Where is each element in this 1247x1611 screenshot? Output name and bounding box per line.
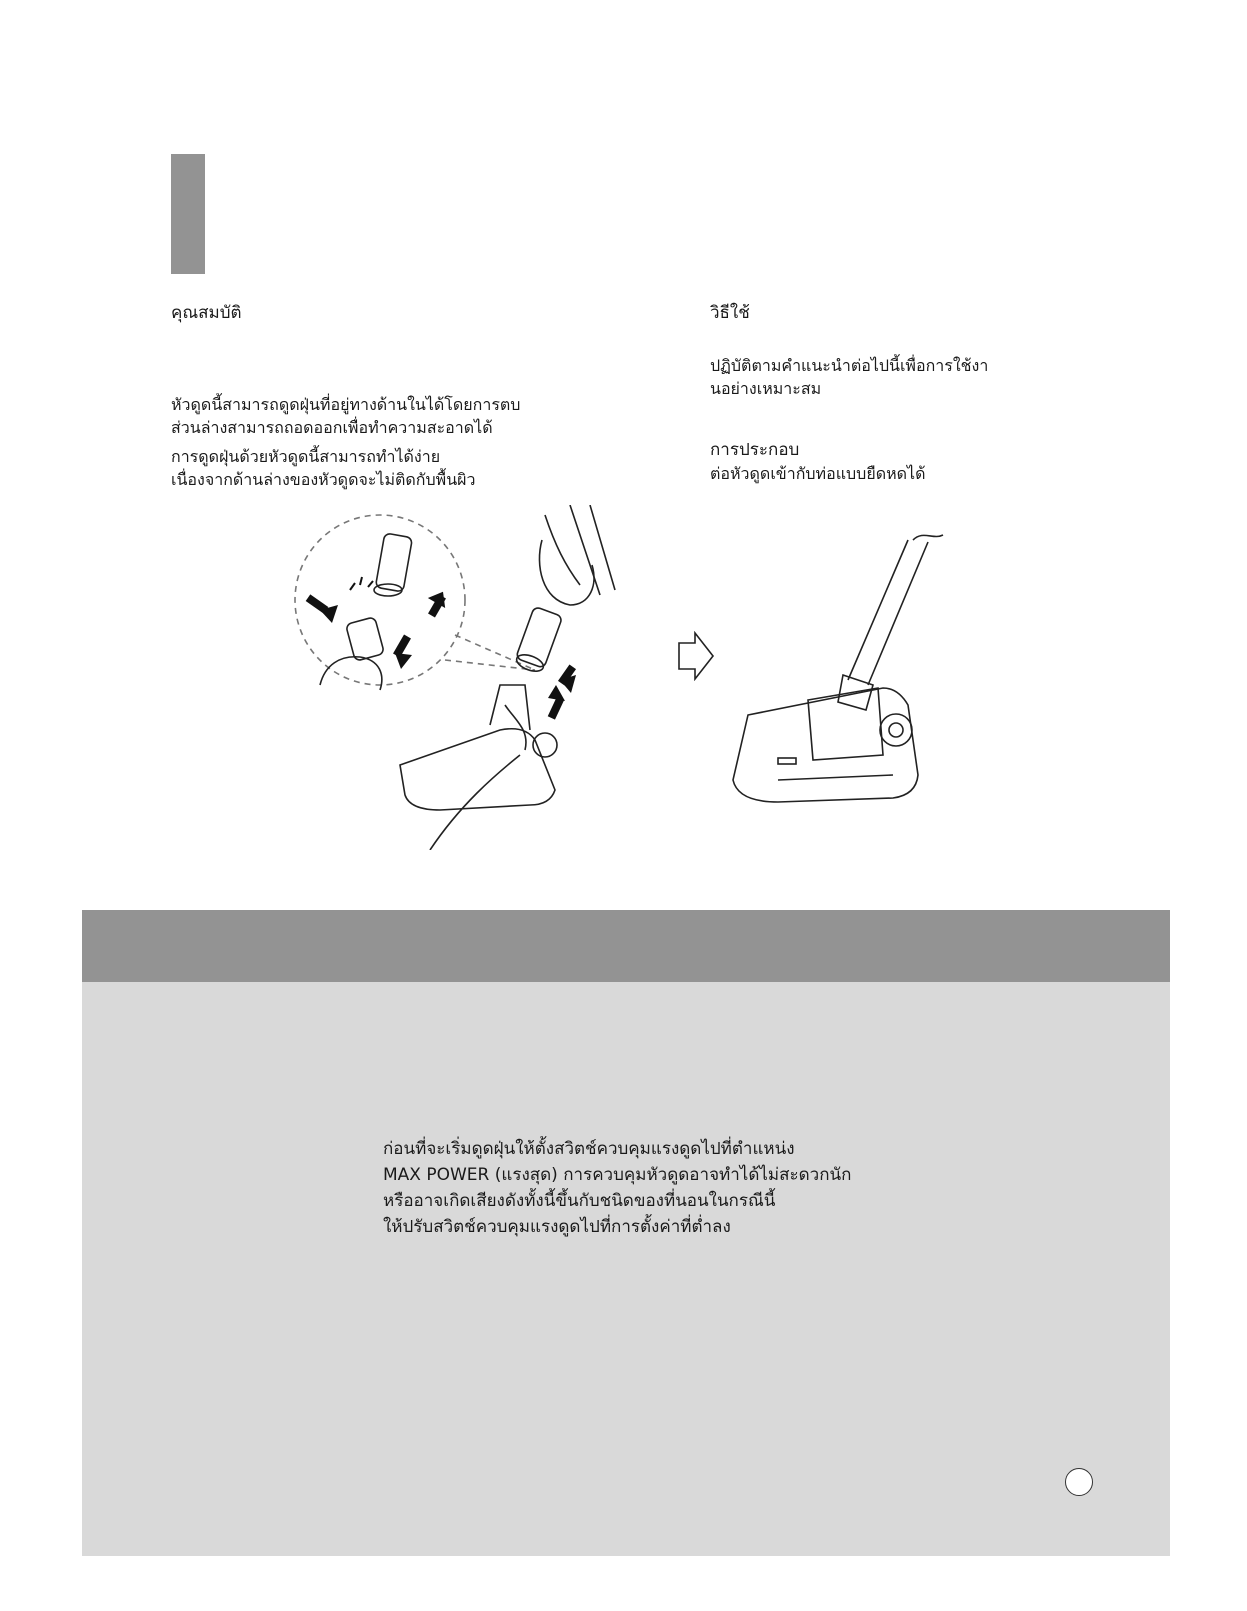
assembly-text: ต่อหัวดูดเข้ากับท่อแบบยืดหดได้ <box>710 464 926 483</box>
tube-end <box>516 606 563 668</box>
assembly-block <box>710 439 925 485</box>
note-line: MAX POWER (แรงสุด) การควบคุมหัวดูดอาจทำได้ไม่สะดวกนัก <box>383 1165 852 1185</box>
section-accent-bar <box>171 154 205 274</box>
note-panel <box>82 982 1170 1556</box>
features-line: เนื่องจากด้านล่างของหัวดูดจะไม่ติดกับพื้นผิว <box>171 470 476 489</box>
arm-outline <box>430 755 520 850</box>
note-line: ให้ปรับสวิตช์ควบคุมแรงดูดไปที่การตั้งค่าที่ต่ำลง <box>383 1217 731 1237</box>
usage-heading: วิธีใช้ <box>710 303 750 323</box>
usage-intro-line: นอย่างเหมาะสม <box>710 379 822 398</box>
usage-intro-line: ปฏิบัติตามคำแนะนำต่อไปนี้เพื่อการใช้งา <box>710 356 989 375</box>
note-line: หรืออาจเกิดเสียงดังทั้งนี้ขึ้นกับชนิดของที่นอนในกรณีนี้ <box>383 1191 776 1211</box>
features-line: การดูดฝุ่นด้วยหัวดูดนี้สามารถทำได้ง่าย <box>171 447 441 466</box>
features-line: ส่วนล่างสามารถถอดออกเพื่อทำความสะอาดได้ <box>171 418 493 437</box>
hand-outline <box>539 540 593 605</box>
note-line: ก่อนที่จะเริ่มดูดฝุ่นให้ตั้งสวิตช์ควบคุมแรงดูดไปที่ตำแหน่ง <box>383 1139 795 1159</box>
next-step-arrow-icon <box>677 631 717 681</box>
assembled-nozzle-illustration <box>718 530 978 830</box>
page-marker-circle <box>1065 1468 1093 1496</box>
features-heading: คุณสมบัติ <box>171 303 242 323</box>
usage-intro <box>710 354 988 400</box>
note-text <box>383 1136 851 1240</box>
note-header-band <box>82 910 1170 982</box>
assembly-heading: การประกอบ <box>710 440 800 460</box>
nozzle-detach-illustration <box>280 505 680 850</box>
features-line: หัวดูดนี้สามารถดูดฝุ่นที่อยู่ทางด้านในได้โดยการตบ <box>171 395 521 414</box>
features-description <box>171 393 520 491</box>
nozzle-body <box>400 729 555 810</box>
